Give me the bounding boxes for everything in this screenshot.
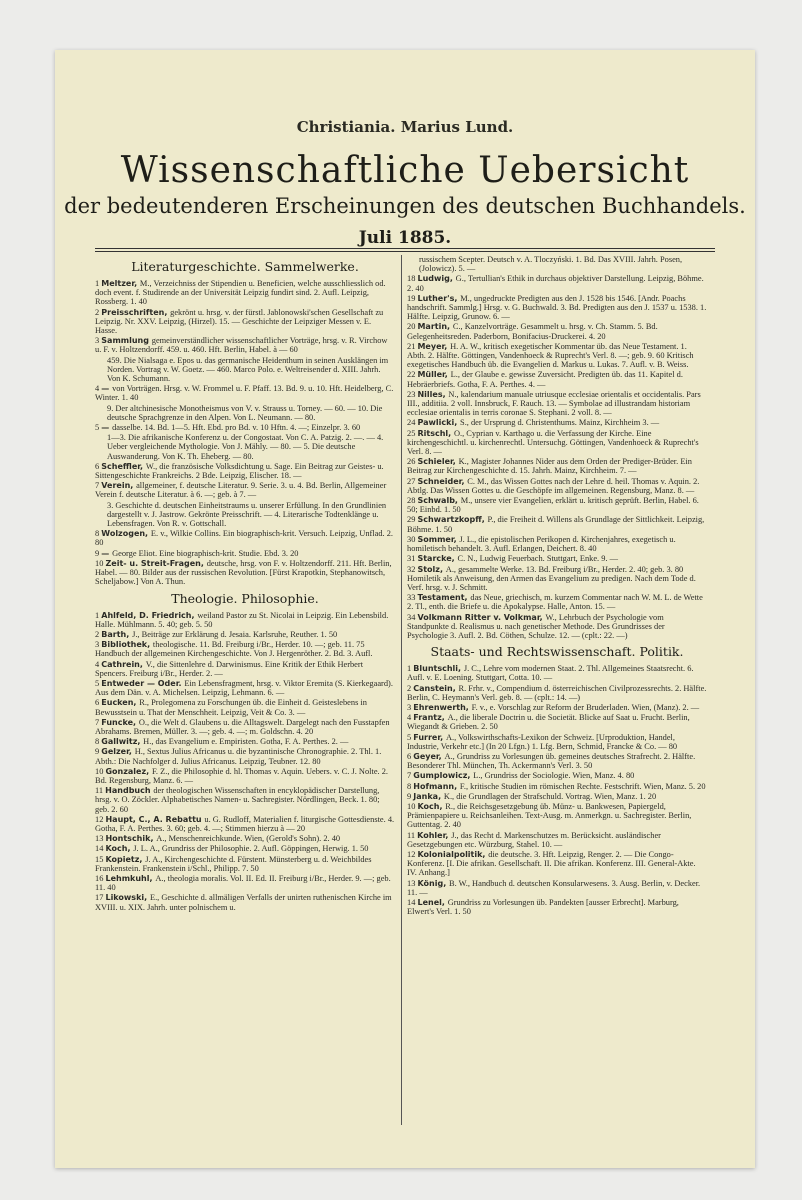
catalog-entry: [407, 593, 707, 611]
entry-number: 14: [407, 898, 418, 907]
entry-number: 3: [95, 640, 102, 650]
entry-author: Funcke,: [101, 717, 139, 727]
entry-number: 3: [407, 702, 414, 712]
entry-number: 30: [407, 534, 418, 544]
entry-author: Zeit- u. Streit-Fragen,: [105, 558, 207, 568]
catalog-entry: [95, 559, 395, 587]
catalog-entry: [95, 549, 395, 558]
entry-author: Lehmkuhl,: [105, 873, 156, 883]
entry-text: E., Geschichte d. allmäligen Verfalls der unirten ruthenischen Kirche im XVIII. u. XIX. Jahrh. unter polnischem u.: [95, 893, 392, 912]
catalog-entry: [95, 336, 395, 354]
entry-number: 8: [407, 781, 414, 791]
entry-author: Kolonialpolitik,: [417, 849, 489, 859]
entry-number: 10: [95, 766, 106, 776]
catalog-page: [55, 50, 755, 1168]
catalog-entry: [407, 535, 707, 553]
entry-text: S., der Ursprung d. Christenthums. Mainz, Kirchheim 3. —: [460, 418, 660, 428]
catalog-entry: [95, 481, 395, 499]
section-heading: Theologie. Philosophie.: [171, 590, 319, 606]
entry-author: Entweder — Oder.: [101, 678, 185, 688]
entry-number: 23: [407, 389, 418, 399]
entry-text: L., Grundriss der Sociologie. Wien, Manz. 4. 80: [473, 771, 635, 781]
entry-text: J. C., Lehre vom modernen Staat. 2. Thl. Allgemeines Staatsrecht. 6. Aufl. v. E. Loening. Stuttgart, Cotta. 10. —: [407, 664, 694, 683]
entry-text: Ein Lebensfragment, hrsg. v. Viktor Eremita (S. Kierkegaard). Aus dem Dän. v. A. Michelsen. Leipzig, Lehmann. 6. —: [95, 678, 393, 698]
entry-author: Kopietz,: [105, 854, 146, 864]
catalog-entry: [407, 782, 707, 791]
catalog-entry: [407, 898, 707, 916]
catalog-entry: [407, 390, 707, 418]
catalog-entry: [107, 501, 395, 529]
entry-text: R., Prolegomena zu Forschungen üb. die Einheit d. Geisteslebens in Bewusstsein u. That der Menschheit. Leipzig, Veit & Co. 3. —: [95, 698, 367, 717]
entry-text: F. Z., die Philosophie d. hl. Thomas v. Aquin. Uebers. v. C. J. Nolte. 2. Bd. Regensburg, Manz. 6. —: [95, 766, 389, 785]
entry-number: 3: [95, 336, 102, 346]
catalog-entry: [407, 418, 707, 427]
entry-author: Schwartzkopff,: [417, 515, 488, 525]
catalog-entry: [407, 733, 707, 751]
entry-text: J., Beiträge zur Erklärung d. Jesaia. Karlsruhe, Reuther. 1. 50: [132, 629, 338, 639]
entry-author: Lenel,: [417, 898, 448, 907]
catalog-entry: [95, 529, 395, 547]
entry-number: 9: [95, 747, 102, 757]
entry-number: 5: [95, 678, 102, 688]
entry-author: Gallwitz,: [101, 737, 144, 747]
entry-text: der theologischen Wissenschaften in encyklopädischer Darstellung, hrsg. v. O. Zöckler. Alphabetisches Namen- u. Sachregister. Nördlingen, Beck. 1. 80; geb. 2. 60: [95, 786, 380, 814]
entry-author: Frantz,: [413, 713, 448, 723]
entry-text: W., Lehrbuch der Psychologie vom Standpunkte d. Realismus u. nach genetischer Methode. Des Grundrisses der Psychologie 3. Aufl. 2. Bd. Cöthen, Schulze. 12. — (cplt.: 22. —): [407, 612, 665, 640]
entry-number: 8: [95, 529, 102, 539]
entry-number: 1: [95, 279, 102, 288]
entry-text: H., das Evangelium e. Empiristen. Gotha, F. A. Perthes. 2. —: [143, 737, 349, 747]
entry-number: 11: [95, 786, 106, 796]
entry-text: 3. Geschichte d. deutschen Einheitstraums u. unserer Erfüllung. In den Grundlinien dargestellt v. J. Jastrow. Gekrönte Preisschrift. — 4. Literarische Todtenklänge u. Lebensfragen. Von R. v. Gottschall.: [107, 500, 387, 529]
entry-text: N., kalendarium manuale utriusque ecclesiae orientalis et occidentalis. Pars III., additiia. 2 voll. Innsbruck, F. Rauch. 13. — Symbolae ad illustrandam historiam ecclesiae orientalis in terris coronae S. Stephani. 2 voll. 8. —: [407, 389, 701, 418]
entry-text: 9. Der altchinesische Monotheismus von V. v. Strauss u. Torney. — 60. — 10. Die deutsche Sprachgrenze in den Alpen. Von L. Neumann. — 80.: [107, 403, 383, 422]
entry-number: 4: [95, 384, 102, 394]
right-column: [407, 255, 707, 917]
catalog-entry: [107, 356, 395, 384]
entry-text: P., die Freiheit d. Willens als Grundlage der Sittlichkeit. Leipzig, Böhme. 1. 50: [407, 515, 705, 534]
entry-number: 24: [407, 418, 418, 428]
catalog-entry: [95, 640, 395, 658]
catalog-entry: [407, 802, 707, 830]
entry-text: H. A. W., kritisch exegetischer Kommentar üb. das Neue Testament. 1. Abth. 2. Hälfte. Göttingen, Vandenhoeck & Ruprecht's Verl. 8. —; geb. 9. 60 Kritisch exegetisches Handbuch üb. die Evangelien d. Markus u. Lukas. 7. Aufl. v. B. Weiss.: [407, 341, 694, 370]
entry-text: M., ungedruckte Predigten aus den J. 1528 bis 1546. [Andr. Poachs handschrift. Sammlg.] Hrsg. v. G. Buchwald. 3. Bd. Predigten aus den J. 1537 u. 1538. 1. Hälfte. Leipzig, Grunow. 6. —: [407, 293, 707, 322]
entry-text: u. G. Rudloff, Materialien f. liturgische Gottesdienste. 4. Gotha, F. A. Perthes. 3. 60; geb. 4. —; Stimmen hierzu à — 20: [95, 814, 395, 833]
entry-text: M., unsere vier Evangelien, erklärt u. kritisch geprüft. Berlin, Habel. 6. 50; Einbd. 1. 50: [407, 496, 699, 515]
entry-text: russischem Scepter. Deutsch v. A. Tloczyński. 1. Bd. Das XVIII. Jahrh. Posen, (Jolowicz). 5. —: [419, 255, 683, 274]
catalog-entry: [95, 462, 395, 480]
catalog-entry: [407, 771, 707, 780]
catalog-entry: [407, 831, 707, 849]
catalog-entry: [95, 384, 395, 402]
entry-number: 2: [95, 629, 102, 639]
entry-author: Sommer,: [417, 534, 460, 544]
entry-number: 20: [407, 322, 418, 332]
entry-author: Ahlfeld, D. Friedrich,: [101, 610, 198, 620]
catalog-entry: [407, 664, 707, 682]
entry-author: Gonzalez,: [105, 766, 152, 776]
catalog-entry: [407, 713, 707, 731]
entry-author: Ehrenwerth,: [413, 702, 472, 712]
entry-number: 5: [95, 423, 102, 433]
entry-author: Stolz,: [417, 564, 446, 574]
entry-text: C. N., Ludwig Feuerbach. Stuttgart, Enke. 9. —: [457, 554, 618, 564]
publisher-line: Christiania. Marius Lund.: [296, 118, 514, 136]
catalog-entry: [407, 792, 707, 801]
section-heading: Literaturgeschichte. Sammelwerke.: [131, 259, 359, 274]
entry-number: 1: [407, 664, 414, 674]
entry-author: Koch,: [417, 801, 446, 811]
entry-author: Testament,: [417, 593, 471, 603]
entry-text: F. v., e. Vorschlag zur Reform der Bruderladen. Wien, (Manz). 2. —: [471, 702, 700, 712]
entry-text: A., theologia moralis. Vol. II. Ed. II. Freiburg i/Br., Herder. 9. —; geb. 11. 40: [95, 873, 391, 893]
entry-number: 13: [95, 834, 106, 844]
entry-text: V., die Sittenlehre d. Darwinismus. Eine Kritik der Ethik Herbert Spencers. Freiburg i/Br., Herder. 2. —: [95, 659, 364, 678]
entry-author: Hofmann,: [413, 781, 460, 791]
entry-author: Nilles,: [417, 389, 449, 399]
entry-number: 6: [95, 698, 102, 708]
catalog-entry: [107, 404, 395, 422]
entry-text: A., die liberale Doctrin u. die Societät. Blicke auf Saat u. Frucht. Berlin, Wiegandt & Grieben. 2. 50: [407, 713, 690, 732]
entry-author: Furrer,: [413, 732, 446, 742]
entry-text: weiland Pastor zu St. Nicolai in Leipzig. Ein Lebensbild. Halle. Mühlmann. 5. 40; geb. 5. 50: [95, 610, 389, 629]
entry-number: 21: [407, 341, 418, 351]
entry-number: 4: [95, 659, 102, 669]
entry-text: G., Tertullian's Ethik in durchaus objektiver Darstellung. Leipzig, Böhme. 2. 40: [407, 274, 704, 293]
catalog-entry: [407, 429, 707, 457]
entry-text: B. W., Handbuch d. deutschen Konsularwesens. 3. Ausg. Berlin, v. Decker. 11. —: [407, 878, 701, 897]
entry-author: Schieler,: [417, 457, 459, 467]
catalog-entry: [95, 893, 395, 911]
entry-text: theologische. 11. Bd. Freiburg i/Br., Herder. 10. —; geb. 11. 75 Handbuch der allgemeinen Kirchengeschichte. Von J. Hergenröther. 2. Bd. 3. Aufl.: [95, 640, 373, 659]
entry-number: 26: [407, 457, 418, 467]
catalog-entry: [95, 767, 395, 785]
entry-number: 32: [407, 564, 418, 574]
entry-text: J. L. A., Grundriss der Philosophie. 2. Aufl. Göppingen, Herwig. 1. 50: [133, 844, 369, 854]
entry-number: 1: [95, 610, 102, 620]
entry-text: allgemeiner, f. deutsche Literatur. 9. Serie. 3. u. 4. Bd. Berlin, Allgemeiner Verein f. deutsche Literatur. à 6. —; geb. à 7. —: [95, 481, 387, 500]
catalog-entry: [407, 752, 707, 770]
catalog-entry: [95, 844, 395, 853]
entry-author: Hontschik,: [105, 834, 157, 844]
entry-author: Volkmann Ritter v. Volkmar,: [417, 612, 546, 622]
entry-text: deutsche, hrsg. von F. v. Holtzendorff. 211. Hft. Berlin, Habel. — 80. Bilder aus der russischen Revolution. [Fürst Krapotkin, Stephanowitsch, Scheljabow.] Von A. Thun.: [95, 558, 392, 587]
entry-author: Meyer,: [417, 341, 451, 351]
catalog-entry: [95, 423, 395, 432]
entry-number: 6: [407, 751, 414, 761]
entry-number: 9: [95, 548, 102, 558]
entry-author: Martin,: [417, 322, 453, 332]
catalog-entry: [107, 433, 395, 461]
entry-number: 7: [95, 481, 102, 491]
entry-author: Starcke,: [417, 554, 458, 564]
entry-number: 33: [407, 593, 418, 603]
entry-author: Ritschl,: [417, 428, 454, 438]
entry-number: 28: [407, 496, 418, 506]
entry-text: 1—3. Die afrikanische Konferenz u. der Congostaat. Von C. A. Patzig. 2. —. — 4. Ueber vergleichende Mythologie. Von J. Mähly. — 80. — 5. Die deutsche Auswanderung. Von K. Th. Eheberg. — 80.: [107, 433, 384, 461]
entry-number: 4: [407, 713, 414, 723]
entry-number: 18: [407, 274, 418, 284]
entry-text: J., das Recht d. Markenschutzes m. Berücksicht. ausländischer Gesetzgebungen etc. Würzburg, Stahel. 10. —: [407, 830, 661, 849]
entry-number: 31: [407, 554, 418, 564]
catalog-entry: [407, 496, 707, 514]
catalog-entry: [407, 850, 707, 878]
issue-date: Juli 1885.: [358, 228, 452, 248]
catalog-entry: [95, 874, 395, 892]
catalog-entry: [407, 370, 707, 388]
entry-number: 19: [407, 293, 418, 303]
catalog-entry: [407, 879, 707, 897]
entry-text: die deutsche. 3. Hft. Leipzig, Renger. 2. — Die Congo-Konferenz. [I. Die afrikan. Gesellschaft. II. Die afrikan. Konferenz. III. General-Akte. IV. Anhang.]: [407, 849, 696, 878]
entry-text: A., gesammelte Werke. 13. Bd. Freiburg i/Br., Herder. 2. 40; geb. 3. 80 Homiletik als Anweisung, den Armen das Evangelium zu predigen. Nach dem Tode d. Verf. hrsg. v. J. Schmitt.: [407, 564, 696, 592]
column-divider: [401, 255, 402, 1125]
entry-number: 34: [407, 612, 418, 622]
entry-number: 25: [407, 428, 418, 438]
entry-text: J. L., die epistolischen Perikopen d. Kirchenjahres, exegetisch u. homiletisch behandelt. 3. Aufl. Erlangen, Deichert. 8. 40: [407, 534, 676, 554]
catalog-entry: [407, 294, 707, 322]
entry-text: O., Cyprian v. Karthago u. die Verfassung der Kirche. Eine kirchengeschichtl. u. kirchenrechtl. Untersuchg. Göttingen, Vandenhoeck & Ruprecht's Verl. 8. —: [407, 428, 699, 457]
entry-text: dasselbe. 14. Bd. 1—5. Hft. Ebd. pro Bd. v. 10 Hftn. 4. —; Einzelpr. 3. 60: [112, 423, 361, 433]
entry-text: W., die französische Volksdichtung u. Sage. Ein Beitrag zur Geistes- u. Sittengeschichte Frankreichs. 2 Bde. Leipzig, Elischer. 18. —: [95, 461, 384, 481]
entry-author: Verein,: [101, 481, 137, 491]
catalog-entry: [407, 274, 707, 292]
entry-number: 8: [95, 737, 102, 747]
entry-text: A., Volkswirthschafts-Lexikon der Schweiz. [Urproduktion, Handel, Industrie, Verkehr etc.] (In 20 Lfgn.) 1. Lfg. Bern, Schmid, Francke & Co. — 80: [407, 732, 678, 751]
entry-author: —: [101, 384, 113, 394]
catalog-entry: [95, 834, 395, 843]
entry-text: C., Kanzelvorträge. Gesammelt u. hrsg. v. Ch. Stamm. 5. Bd. Gelegenheitsreden. Paderborn, Bonifacius-Druckerei. 4. 20: [407, 322, 658, 341]
entry-author: Luther's,: [417, 293, 461, 303]
entry-author: Handbuch: [105, 786, 154, 796]
entry-text: K., Magister Johannes Nider aus dem Orden der Prediger-Brüder. Ein Beitrag zur Kirchengeschichte d. 15. Jahrh. Mainz, Kirchheim. 7. —: [407, 457, 692, 476]
entry-text: R., die Reichsgesetzgebung üb. Münz- u. Bankwesen, Papiergeld, Prämienpapiere u. Reichsanleihen. Text-Ausg. m. Anmerkgn. u. Sachregister. Berlin, Guttentag. 2. 40: [407, 801, 692, 830]
entry-author: Kohler,: [417, 830, 452, 840]
entry-author: Janka,: [413, 791, 444, 801]
entry-number: 16: [95, 873, 106, 883]
entry-number: 15: [95, 854, 106, 864]
entry-text: E. v., Wilkie Collins. Ein biographisch-krit. Versuch. Leipzig, Unflad. 2. 80: [95, 529, 393, 548]
entry-author: Haupt, C., A. Rebattu: [105, 814, 205, 824]
entry-text: J. A., Kirchengeschichte d. Fürstent. Münsterberg u. d. Weichbildes Frankenstein. Frankenstein i/Schl., Philipp. 7. 50: [95, 854, 372, 873]
catalog-entry: [95, 737, 395, 746]
entry-author: Preisschriften,: [101, 307, 171, 317]
entry-author: Gelzer,: [101, 747, 135, 757]
entry-number: 9: [407, 791, 414, 801]
entry-text: gemeinverständlicher wissenschaftlicher Vorträge, hrsg. v. R. Virchow u. F. v. Holtzendorff. 459. u. 460. Hft. Berlin, Habel. à — 60: [95, 336, 388, 355]
entry-text: K., die Grundlagen der Strafschuld. Vortrag. Wien, Manz. 1. 20: [443, 791, 657, 801]
catalog-entry: [407, 554, 707, 563]
catalog-entry: [407, 477, 707, 495]
catalog-entry: [95, 855, 395, 873]
entry-author: Müller,: [417, 370, 451, 380]
entry-number: 10: [407, 801, 418, 811]
entry-number: 2: [95, 307, 102, 317]
entry-text: A., Menschenreichkunde. Wien, (Gerold's Sohn). 2. 40: [156, 834, 341, 844]
entry-author: —: [101, 548, 113, 558]
entry-number: 13: [407, 878, 418, 888]
catalog-entry: [95, 786, 395, 814]
entry-author: Pawlicki,: [417, 418, 461, 428]
entry-author: Eucken,: [101, 698, 140, 708]
entry-number: 12: [95, 814, 106, 824]
entry-author: König,: [417, 878, 450, 888]
entry-author: Wolzogen,: [101, 529, 151, 539]
entry-author: —: [101, 423, 113, 433]
entry-text: A., Grundriss zu Vorlesungen üb. gemeines deutsches Strafrecht. 2. Hälfte. Besonderer Thl. München, Th. Ackermann's Verl. 3. 50: [407, 751, 696, 771]
entry-author: Koch,: [105, 844, 134, 854]
entry-number: 22: [407, 370, 418, 380]
entry-author: Likowski,: [105, 893, 150, 903]
catalog-entry: [407, 684, 707, 702]
entry-text: M., Verzeichniss der Stipendien u. Beneficien, welche ausschliesslich od. doch event. f. Studirende an der Universität Leipzig fundirt sind. 2. Aufl. Leipzig, Rossberg. 1. 40: [95, 279, 386, 307]
catalog-entry: [95, 679, 395, 697]
entry-text: F., kritische Studien im römischen Rechte. Festschrift. Wien, Manz. 5. 20: [459, 781, 706, 791]
catalog-entry: [407, 565, 707, 593]
entry-text: R. Frhr. v., Compendium d. österreichischen Civilprozessrechts. 2. Hälfte. Berlin, C. Heymann's Verl. geb. 8. — (cplt.: 14. —): [407, 683, 707, 702]
entry-text: George Eliot. Eine biographisch-krit. Studie. Ebd. 3. 20: [112, 548, 299, 558]
entry-author: Schneider,: [417, 476, 468, 486]
entry-author: Geyer,: [413, 751, 445, 761]
catalog-entry: [407, 703, 707, 712]
entry-author: Ludwig,: [417, 274, 456, 284]
entry-text: O., die Welt d. Glaubens u. die Alltagswelt. Dargelegt nach den Fusstapfen Abrahams. Bremen, Müller. 3. —; geb. 4. —; m. Goldschn. 4. 20: [95, 717, 390, 736]
entry-text: gekrönt u. hrsg. v. der fürstl. Jablonowski'schen Gesellschaft zu Leipzig. Nr. XXV. Leipzig, (Hirzel). 15. — Geschichte der Leipziger Messen v. E. Hasse.: [95, 307, 384, 336]
catalog-entry: [407, 613, 707, 641]
entry-number: 5: [407, 732, 414, 742]
entry-author: Cathrein,: [101, 659, 146, 669]
entry-number: 17: [95, 893, 106, 903]
catalog-entry: [95, 308, 395, 336]
entry-text: Grundriss zu Vorlesungen üb. Pandekten [ausser Erbrecht]. Marburg, Elwert's Verl. 1. 50: [407, 898, 679, 917]
entry-number: 10: [95, 558, 106, 568]
left-column: [95, 255, 395, 913]
page-subtitle: der bedeutenderen Erscheinungen des deutschen Buchhandels.: [64, 194, 746, 218]
entry-text: H., Sextus Julius Africanus u. die byzantinische Chronographie. 2. Thl. 1. Abth.: Die Nachfolger d. Julius Africanus. Leipzig, Teubner. 12. 80: [95, 747, 382, 766]
entry-number: 7: [95, 717, 102, 727]
catalog-entry: [95, 698, 395, 716]
entry-number: 12: [407, 849, 418, 859]
entry-author: Sammlung: [101, 336, 152, 346]
entry-author: Bluntschli,: [413, 664, 464, 674]
entry-text: L., der Glaube e. gewisse Zuversicht. Predigten üb. das 11. Kapitel d. Hebräerbriefs. Gotha, F. A. Perthes. 4. —: [407, 370, 683, 389]
entry-text: von Vorträgen. Hrsg. v. W. Frommel u. F. Pfaff. 13. Bd. 9. u. 10. Hft. Heidelberg, C. Winter. 1. 40: [95, 384, 394, 403]
entry-author: Bibliothek,: [101, 640, 153, 650]
entry-author: Scheffler,: [101, 461, 146, 471]
catalog-entry: [95, 611, 395, 629]
catalog-entry: [95, 718, 395, 736]
entry-author: Gumplowicz,: [413, 771, 474, 781]
entry-number: 7: [407, 771, 414, 781]
entry-author: Barth,: [101, 629, 133, 639]
entry-number: 14: [95, 844, 106, 854]
entry-number: 11: [407, 830, 418, 840]
catalog-entry: [407, 322, 707, 340]
catalog-entry: [407, 342, 707, 370]
section-heading: Staats- und Rechtswissenschaft. Politik.: [430, 644, 684, 660]
catalog-entry: [407, 515, 707, 533]
catalog-entry: [95, 279, 395, 307]
catalog-entry: [419, 255, 707, 273]
entry-text: 459. Die Nialsaga e. Epos u. das germanische Heidenthum in seinen Ausklängen im Norden. Vortrag v. W. Goetz. — 460. Marco Polo. e. Weltreisender d. XIII. Jahrh. Von K. Schumann.: [107, 355, 389, 384]
entry-author: Canstein,: [413, 683, 459, 693]
entry-number: 6: [95, 461, 102, 471]
entry-text: C. M., das Wissen Gottes nach der Lehre d. heil. Thomas v. Aquin. 2. Abtlg. Das Wissen Gottes u. die Geschöpfe im allgemeinen. Regensburg, Manz. 8. —: [407, 476, 700, 495]
catalog-entry: [407, 457, 707, 475]
entry-text: das Neue, griechisch, m. kurzem Commentar nach W. M. L. de Wette 2. Tl., enth. die Briefe u. die Apokalypse. Halle, Anton. 15. —: [407, 593, 703, 612]
page-title: Wissenschaftliche Uebersicht: [120, 150, 690, 191]
catalog-entry: [95, 815, 395, 833]
entry-author: Meltzer,: [101, 279, 140, 288]
catalog-entry: [95, 747, 395, 765]
entry-number: 2: [407, 683, 414, 693]
entry-number: 29: [407, 515, 418, 525]
catalog-entry: [95, 630, 395, 639]
entry-author: Schwalb,: [417, 496, 461, 506]
catalog-entry: [95, 660, 395, 678]
entry-number: 27: [407, 476, 418, 486]
header-rule: [95, 248, 715, 252]
